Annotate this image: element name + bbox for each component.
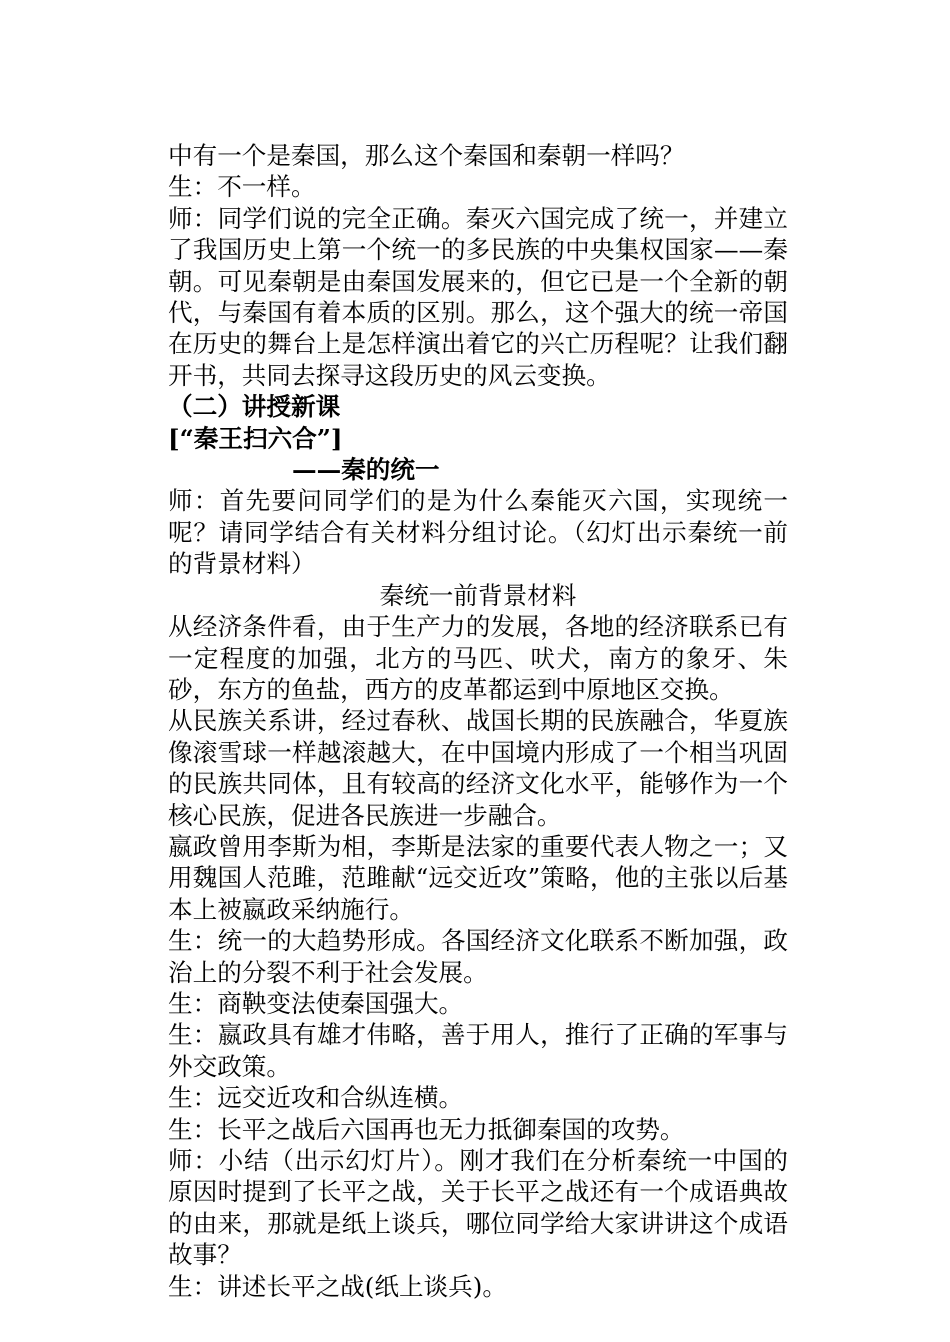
document-page [168,140,788,1302]
paragraph: 师：同学们说的完全正确。秦灭六国完成了统一，并建立了我国历史上第一个统一的多民族的中央集权国家——秦朝。可见秦朝是由秦国发展来的，但它已是一个全新的朝代，与秦国有着本质的区别。那么，这个强大的统一帝国在历史的舞台上是怎样演出着它的兴亡历程呢？让我们翻开书，共同去探寻这段历史的风云变换。 [168,203,788,390]
dialogue-line: 师：小结（出示幻灯片）。刚才我们在分析秦统一中国的原因时提到了长平之战，关于长平之战还有一个成语典故的由来，那就是纸上谈兵，哪位同学给大家讲讲这个成语故事？ [168,1146,788,1270]
dialogue-line: 生：嬴政具有雄才伟略，善于用人，推行了正确的军事与外交政策。 [168,1020,788,1081]
material-title: 秦统一前背景材料 [379,580,577,610]
dialogue-line: 生：统一的大趋势形成。各国经济文化联系不断加强，政治上的分裂不利于社会发展。 [168,926,788,987]
material-paragraph: 从民族关系讲，经过春秋、战国长期的民族融合，华夏族像滚雪球一样越滚越大，在中国境内形成了一个相当巩固的民族共同体，且有较高的经济文化水平，能够作为一个核心民族，促进各民族进一步融合。 [168,706,788,830]
paragraph: 生：不一样。 [168,172,316,202]
lesson-title: [“秦王扫六合”] [168,423,343,453]
dialogue-line: 生：商鞅变法使秦国强大。 [168,988,464,1018]
section-heading: （二）讲授新课 [168,392,341,422]
dialogue-line: 生：讲述长平之战(纸上谈兵)。 [168,1271,507,1301]
dialogue-line: 生：长平之战后六国再也无力抵御秦国的攻势。 [168,1114,685,1144]
paragraph: 中有一个是秦国，那么这个秦国和秦朝一样吗？ [168,141,685,170]
dialogue-line: 生：远交近攻和合纵连横。 [168,1083,464,1113]
lesson-subtitle: ——秦的统一 [292,455,440,485]
intro-paragraph: 师：首先要问同学们的是为什么秦能灭六国，实现统一呢？请同学结合有关材料分组讨论。（幻灯出示秦统一前的背景材料） [168,486,788,579]
material-paragraph: 嬴政曾用李斯为相，李斯是法家的重要代表人物之一；又用魏国人范雎，范雎献“远交近攻”策略，他的主张以后基本上被嬴政采纳施行。 [168,831,788,924]
material-paragraph: 从经济条件看，由于生产力的发展，各地的经济联系已有一定程度的加强，北方的马匹、吠犬，南方的象牙、朱砂，东方的鱼盐，西方的皮革都运到中原地区交换。 [168,612,788,704]
